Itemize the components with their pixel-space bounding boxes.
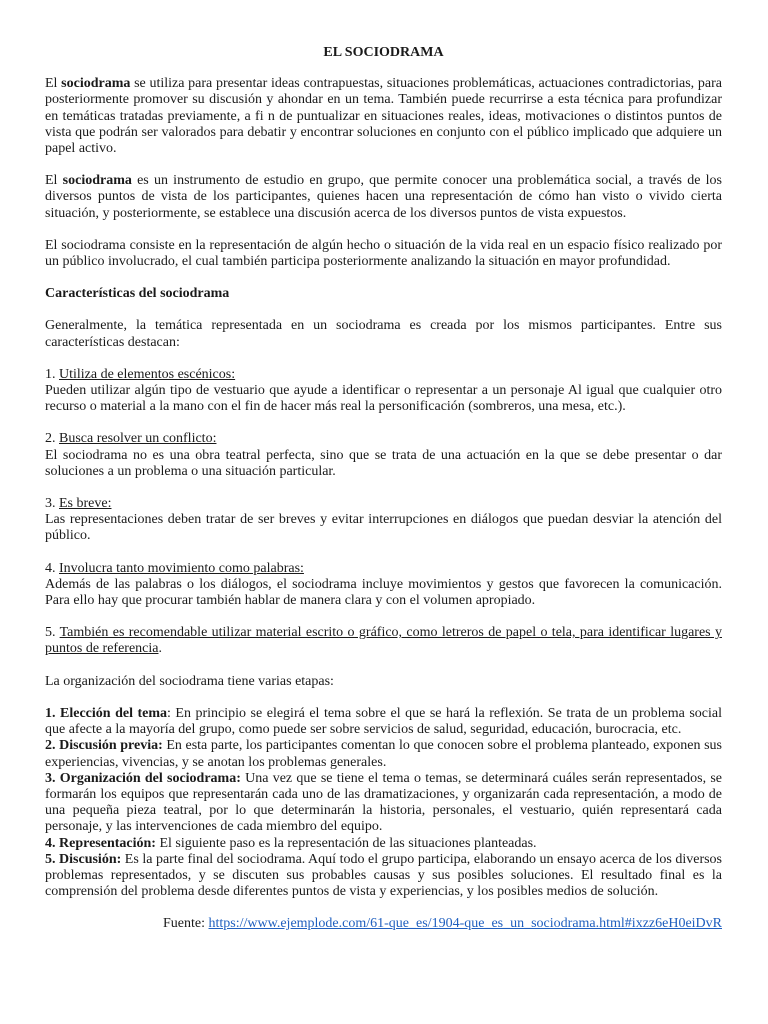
characteristic-text: Pueden utilizar algún tipo de vestuario que ayude a identificar o representar a un personaje Al igual que cualquier otro recurso o material a la mano con el fin de hacer más real la personificación (sombreros, una mesa, etc.). (45, 383, 722, 415)
characteristic-item (45, 561, 722, 610)
text: El (45, 76, 62, 92)
stage-item (45, 852, 722, 901)
stage-label: 2. Discusión previa: (45, 738, 163, 754)
item-title: Es breve: (59, 496, 112, 512)
item-number: 5. (45, 625, 60, 641)
characteristic-title (45, 367, 722, 383)
stage-item (45, 836, 722, 852)
stage-text: En esta parte, los participantes comentan lo que conocen sobre el problema planteado, exponen sus experiencias, vivencias, y se anotan los problemas generales. (45, 738, 722, 770)
item-title: También es recomendable utilizar material escrito o gráfico, como letreros de papel o tela, para identificar lugares y puntos de referencia (45, 625, 722, 657)
characteristic-text: Las representaciones deben tratar de ser breves y evitar interrupciones en diálogos que puedan desviar la atención del público. (45, 512, 722, 544)
stage-label: 1. Elección del tema (45, 705, 168, 721)
stage-text: El siguiente paso es la representación de las situaciones planteadas. (155, 835, 537, 851)
stage-text: Una vez que se tiene el tema o temas, se determinará cuáles serán representados, se formarán los equipos que representarán cada uno de las dramatizaciones, y organizarán cada representación, a modo de una pequeña pieza teatral, por lo que determinarán la historia, personales, el vestuario, quién representará cada personaje, y las intervenciones de cada miembro del equipo. (45, 770, 722, 835)
intro-paragraph-1 (45, 76, 722, 157)
stage-item (45, 706, 722, 738)
stage-label: 3. Organización del sociodrama: (45, 770, 241, 786)
item-number: 2. (45, 431, 59, 447)
stages-list (45, 706, 722, 900)
text: El sociodrama consiste en la representación de algún hecho o situación de la vida real en un espacio físico realizado por un público involucrado, el cual también participa posteriormente analizando la situación en mayor profundidad. (45, 237, 722, 270)
characteristic-title (45, 561, 722, 577)
source-label: Fuente: (163, 916, 209, 932)
characteristic-item (45, 367, 722, 416)
stage-label: 5. Discusión: (45, 851, 122, 867)
stage-text: Es la parte final del sociodrama. Aquí todo el grupo participa, elaborando un ensayo acerca de los diversos problemas representados, y se discuten sus probables causas y sus posibles soluciones. El resultado final es la comprensión del problema desde diferentes puntos de vista y experiencias, y los posibles medios de solución. (45, 851, 722, 900)
item-number: 1. (45, 366, 59, 382)
item-title: Utiliza de elementos escénicos: (59, 366, 236, 382)
characteristic-item (45, 625, 722, 657)
characteristic-title (45, 431, 722, 447)
item-number: 4. (45, 560, 59, 576)
characteristics-intro: Generalmente, la temática representada en un sociodrama es creada por los mismos participantes. Entre sus características destacan: (45, 318, 722, 350)
characteristic-text: Además de las palabras o los diálogos, el sociodrama incluye movimientos y gestos que favorecen la comunicación. Para ello hay que procurar también hablar de manera clara y con el volumen apropiado. (45, 576, 722, 609)
text: se utiliza para presentar ideas contrapuestas, situaciones problemáticas, actuaciones contradictorias, para posteriormente promover su discusión y ahondar en un tema. También puede recurrirse a esta técnica para profundizar en temáticas tratadas previamente, a fi n de puntualizar en situaciones reales, ideas, motivaciones o distintos puntos de vista que podrán ser valorados para debatir y encontrar soluciones en conjunto con el público implicado que adquiere un papel activo. (45, 76, 722, 157)
source-line (45, 916, 722, 932)
heading-text: Características del sociodrama (45, 286, 230, 302)
characteristic-title (45, 625, 722, 657)
stage-item (45, 771, 722, 836)
bold-term: sociodrama (61, 76, 131, 92)
intro-paragraph-3 (45, 238, 722, 270)
item-title: Busca resolver un conflicto: (59, 431, 217, 447)
text: es un instrumento de estudio en grupo, que permite conocer una problemática social, a través de los diversos puntos de vista de los participantes, quienes hacen una representación de cómo han visto o vivido cierta situación, y posteriormente, se establece una discusión acerca de los diversos puntos de vista expuestos. (45, 173, 722, 221)
bold-term: sociodrama (62, 173, 132, 189)
section-heading (45, 286, 722, 302)
item-number: 3. (45, 496, 59, 512)
characteristic-item (45, 496, 722, 545)
characteristic-title (45, 496, 722, 512)
characteristic-item (45, 431, 722, 480)
stage-text: : En principio se elegirá el tema sobre el que se hará la reflexión. Se trata de un problema social que afecte a la mayoría del grupo, como puede ser sobre servicios de salud, seguridad, educación, burocracia, etc. (45, 705, 722, 738)
intro-paragraph-2 (45, 173, 722, 222)
source-link[interactable]: https://www.ejemplode.com/61-que_es/1904-que_es_un_sociodrama.html#ixzz6eH0eiDvR (208, 916, 722, 932)
stage-label: 4. Representación: (45, 835, 156, 851)
characteristic-text: El sociodrama no es una obra teatral perfecta, sino que se trata de una actuación en la que se debe presentar o dar soluciones a un problema o una situación particular. (45, 447, 722, 479)
text: El (45, 173, 63, 189)
page-title: EL SOCIODRAMA (323, 45, 444, 60)
stage-item (45, 738, 722, 770)
text: . (158, 641, 162, 657)
item-title: Involucra tanto movimiento como palabras: (59, 560, 304, 576)
stages-intro: La organización del sociodrama tiene varias etapas: (45, 673, 334, 689)
